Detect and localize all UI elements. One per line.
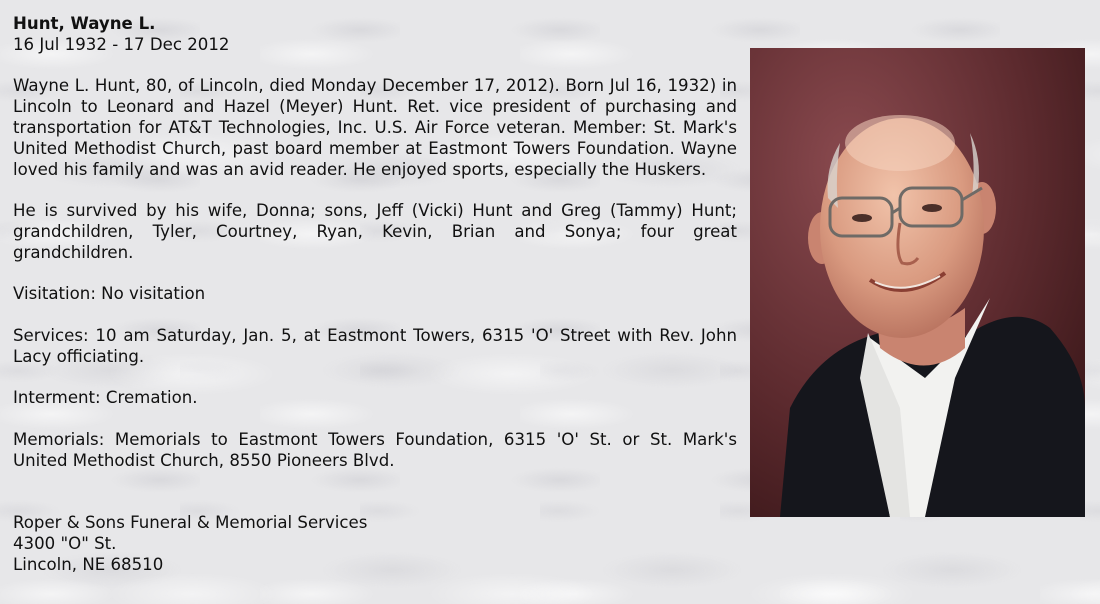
obituary-text	[13, 14, 737, 576]
interment-paragraph: Interment: Cremation.	[13, 388, 198, 408]
portrait-photo	[750, 48, 1085, 517]
life-dates: 16 Jul 1932 - 17 Dec 2012	[13, 34, 230, 54]
services-paragraph: Services: 10 am Saturday, Jan. 5, at Eastmont Towers, 6315 'O' Street with Rev. John Lacy officiating.	[13, 325, 737, 366]
deceased-name: Hunt, Wayne L.	[13, 14, 156, 33]
funeral-home-name: Roper & Sons Funeral & Memorial Services	[13, 513, 368, 533]
funeral-home-address: 4300 "O" St.	[13, 533, 117, 553]
funeral-home-city: Lincoln, NE 68510	[13, 554, 164, 574]
memorials-paragraph: Memorials: Memorials to Eastmont Towers Foundation, 6315 'O' St. or St. Mark's United Methodist Church, 8550 Pioneers Blvd.	[13, 429, 737, 470]
spacer	[13, 492, 737, 513]
funeral-home-block	[13, 513, 737, 575]
biography-paragraph: Wayne L. Hunt, 80, of Lincoln, died Monday December 17, 2012). Born Jul 16, 1932) in Lincoln to Leonard and Hazel (Meyer) Hunt. Ret. vice president of purchasing and transportation for AT&T Technologies, Inc. U.S. Air Force veteran. Member: St. Mark's United Methodist Church, past board member at Eastmont Towers Foundation. Wayne loved his family and was an avid reader. He enjoyed sports, especially the Huskers.	[13, 76, 737, 179]
visitation-paragraph: Visitation: No visitation	[13, 284, 206, 304]
survivors-paragraph: He is survived by his wife, Donna; sons, Jeff (Vicki) Hunt and Greg (Tammy) Hunt; grandchildren, Tyler, Courtney, Ryan, Kevin, Brian and Sonya; four great grandchildren.	[13, 201, 737, 262]
